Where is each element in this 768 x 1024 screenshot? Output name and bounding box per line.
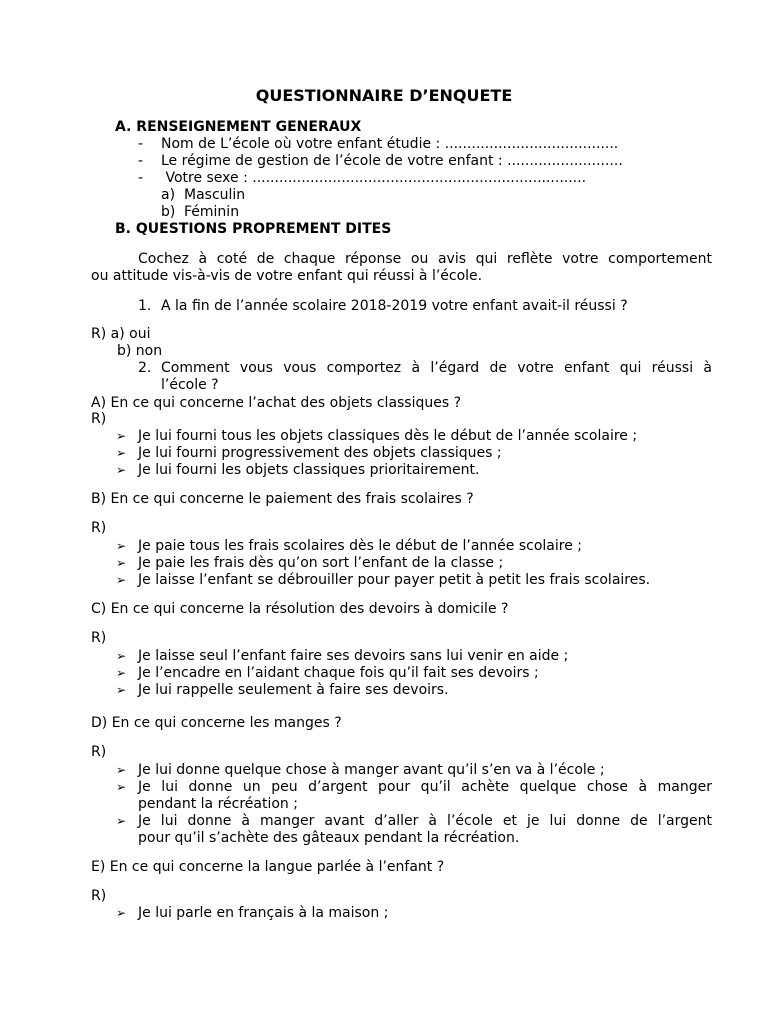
arrow-bullet-icon: ➢ — [116, 573, 127, 587]
question-number: 2. — [138, 360, 152, 376]
document-title: QUESTIONNAIRE D’ENQUETE — [255, 86, 513, 105]
arrow-bullet-icon: ➢ — [116, 780, 127, 794]
response-label: R) — [91, 411, 107, 427]
question-2-line-1: Comment vous vous comportez à l’égard de votre enfant qui réussi à — [161, 360, 712, 376]
sub-question-d: D) En ce qui concerne les manges ? — [91, 715, 342, 731]
option-text: Je laisse l’enfant se débrouiller pour payer petit à petit les frais scolaires. — [138, 572, 651, 588]
option-text: Je paie tous les frais scolaires dès le début de l’année scolaire ; — [138, 538, 582, 554]
arrow-bullet-icon: ➢ — [116, 556, 127, 570]
option-text: Je lui fourni tous les objets classiques dès le début de l’année scolaire ; — [138, 428, 638, 444]
sex-item: Votre sexe : ........................................................................... — [161, 170, 587, 186]
option-text: Je lui fourni progressivement des objets classiques ; — [138, 445, 502, 461]
section-a-heading: A. RENSEIGNEMENT GENERAUX — [115, 119, 362, 135]
option-text: Je laisse seul l’enfant faire ses devoirs sans lui venir en aide ; — [138, 648, 569, 664]
arrow-bullet-icon: ➢ — [116, 649, 127, 663]
option-text: Je paie les frais dès qu’on sort l’enfant de la classe ; — [138, 555, 504, 571]
intro-line-2: ou attitude vis-à-vis de votre enfant qui réussi à l’école. — [91, 268, 483, 284]
response-label: R) — [91, 520, 107, 536]
option-text: Je lui rappelle seulement à faire ses devoirs. — [138, 682, 449, 698]
question-1: A la fin de l’année scolaire 2018-2019 votre enfant avait-il réussi ? — [161, 298, 628, 314]
option-text: Je lui donne à manger avant d’aller à l’école et je lui donne de l’argent — [138, 813, 712, 829]
option-text: Je lui parle en français à la maison ; — [138, 905, 389, 921]
arrow-bullet-icon: ➢ — [116, 814, 127, 828]
sub-question-e: E) En ce qui concerne la langue parlée à l’enfant ? — [91, 859, 445, 875]
dash-bullet: - — [138, 136, 144, 152]
option-text-continued: pour qu’il s’achète des gâteaux pendant la récréation. — [138, 830, 520, 846]
sub-question-a: A) En ce qui concerne l’achat des objets classiques ? — [91, 395, 462, 411]
answer-1-non: b) non — [117, 343, 163, 359]
sub-question-b: B) En ce qui concerne le paiement des frais scolaires ? — [91, 491, 474, 507]
option-text: Je lui fourni les objets classiques prioritairement. — [138, 462, 480, 478]
option-letter: a) — [161, 187, 176, 203]
arrow-bullet-icon: ➢ — [116, 429, 127, 443]
intro-line-1: Cochez à coté de chaque réponse ou avis qui reflète votre comportement — [138, 251, 712, 267]
option-text: Je l’encadre en l’aidant chaque fois qu’il fait ses devoirs ; — [138, 665, 539, 681]
option-text: Je lui donne quelque chose à manger avant qu’il s’en va à l’école ; — [138, 762, 605, 778]
answer-1-oui: R) a) oui — [91, 326, 151, 342]
section-b-heading: B. QUESTIONS PROPREMENT DITES — [115, 221, 392, 237]
question-number: 1. — [138, 298, 152, 314]
option-text: Je lui donne un peu d’argent pour qu’il achète quelque chose à manger — [138, 779, 712, 795]
sex-option-masculin: Masculin — [184, 187, 246, 203]
arrow-bullet-icon: ➢ — [116, 539, 127, 553]
arrow-bullet-icon: ➢ — [116, 683, 127, 697]
sex-option-feminin: Féminin — [184, 204, 240, 220]
response-label: R) — [91, 744, 107, 760]
question-2-line-2: l’école ? — [161, 377, 219, 393]
school-name-item: Nom de L’école où votre enfant étudie : ....................................... — [161, 136, 619, 152]
arrow-bullet-icon: ➢ — [116, 666, 127, 680]
dash-bullet: - — [138, 153, 144, 169]
option-text-continued: pendant la récréation ; — [138, 796, 298, 812]
response-label: R) — [91, 888, 107, 904]
arrow-bullet-icon: ➢ — [116, 763, 127, 777]
sub-question-c: C) En ce qui concerne la résolution des devoirs à domicile ? — [91, 601, 509, 617]
option-letter: b) — [161, 204, 176, 220]
arrow-bullet-icon: ➢ — [116, 463, 127, 477]
school-regime-item: Le régime de gestion de l’école de votre enfant : .......................... — [161, 153, 623, 169]
response-label: R) — [91, 630, 107, 646]
arrow-bullet-icon: ➢ — [116, 446, 127, 460]
arrow-bullet-icon: ➢ — [116, 906, 127, 920]
dash-bullet: - — [138, 170, 144, 186]
